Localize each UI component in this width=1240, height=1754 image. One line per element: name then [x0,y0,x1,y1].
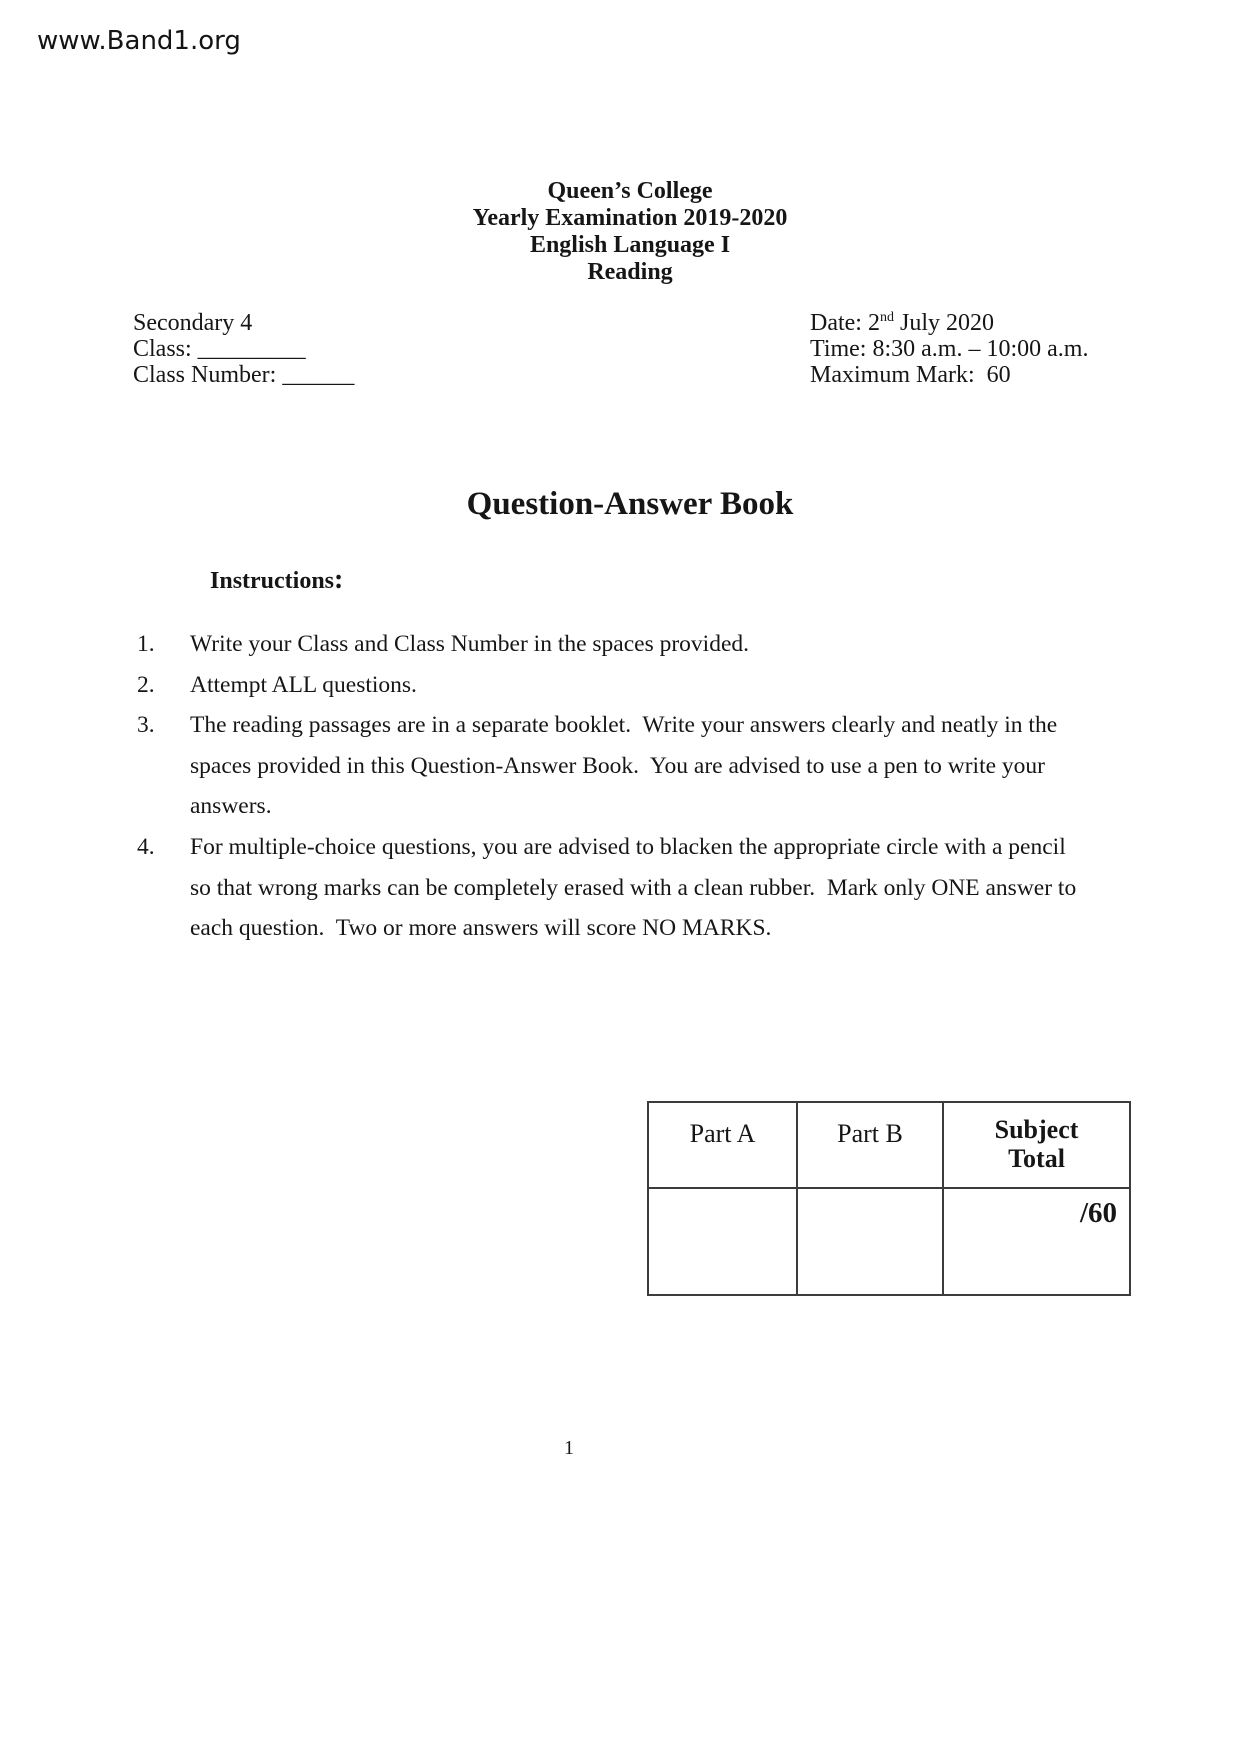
instruction-text-line: each question. Two or more answers will score NO MARKS. [190,915,772,942]
level-label: Secondary 4 [133,310,253,336]
marks-table [647,1101,1131,1296]
exam-title: Yearly Examination 2019-2020 [472,205,788,231]
date-ordinal: nd [879,310,894,325]
watermark-url: www.Band1.org [37,26,241,56]
date-rest: July 2020 [893,310,994,336]
instruction-text-line: answers. [190,793,272,820]
instruction-item-2 [137,665,1137,706]
subject-title: English Language I [529,232,731,258]
date-label [810,310,1088,336]
instruction-text-line: so that wrong marks can be completely erased with a clean rubber. Mark only ONE answer to [190,874,1077,901]
instruction-item-4 [137,827,1137,949]
marks-table-header-subject-total [942,1103,1129,1187]
subject-total-line-1: Subject [994,1115,1079,1144]
instruction-item-1 [137,624,1137,665]
instruction-item-3 [137,705,1137,827]
instruction-text-line: Attempt ALL questions. [190,671,417,698]
subject-total-line-2: Total [1008,1144,1065,1173]
marks-table-header-part-a: Part A [689,1119,756,1148]
date-prefix: Date: 2 [810,310,880,336]
marks-table-cell-part-b [796,1187,942,1294]
page-number: 1 [564,1437,574,1459]
marks-table-header-part-b: Part B [796,1103,942,1187]
marks-table-cell-part-a [649,1187,796,1294]
instruction-text-line: spaces provided in this Question-Answer Book. You are advised to use a pen to write your [190,752,1045,779]
candidate-info [133,310,354,388]
exam-info [810,310,1088,388]
instruction-text-line: The reading passages are in a separate booklet. Write your answers clearly and neatly in the [190,712,1058,739]
class-blank-field: Class: _________ [133,336,306,362]
max-mark-label: Maximum Mark: 60 [810,362,1011,388]
paper-title: Reading [587,259,673,285]
class-number-blank-field: Class Number: ______ [133,362,355,388]
instruction-text-line: For multiple-choice questions, you are advised to blacken the appropriate circle with a pencil [190,833,1066,860]
instruction-number: 2. [137,671,155,698]
school-name: Queen’s College [547,178,713,204]
instructions-heading-text: Instructions [210,568,335,594]
instructions-heading-colon: : [334,564,345,595]
book-title: Question-Answer Book [466,486,794,522]
instruction-number: 4. [137,833,155,860]
instruction-number: 1. [137,631,155,657]
marks-table-cell-subject-total: /60 [942,1187,1129,1294]
instruction-text-line: Write your Class and Class Number in the spaces provided. [190,631,750,657]
instructions-heading [210,564,344,596]
exam-header [130,178,1130,286]
instruction-number: 3. [137,712,155,739]
time-label: Time: 8:30 a.m. – 10:00 a.m. [810,336,1089,362]
instructions-list [137,624,1137,949]
